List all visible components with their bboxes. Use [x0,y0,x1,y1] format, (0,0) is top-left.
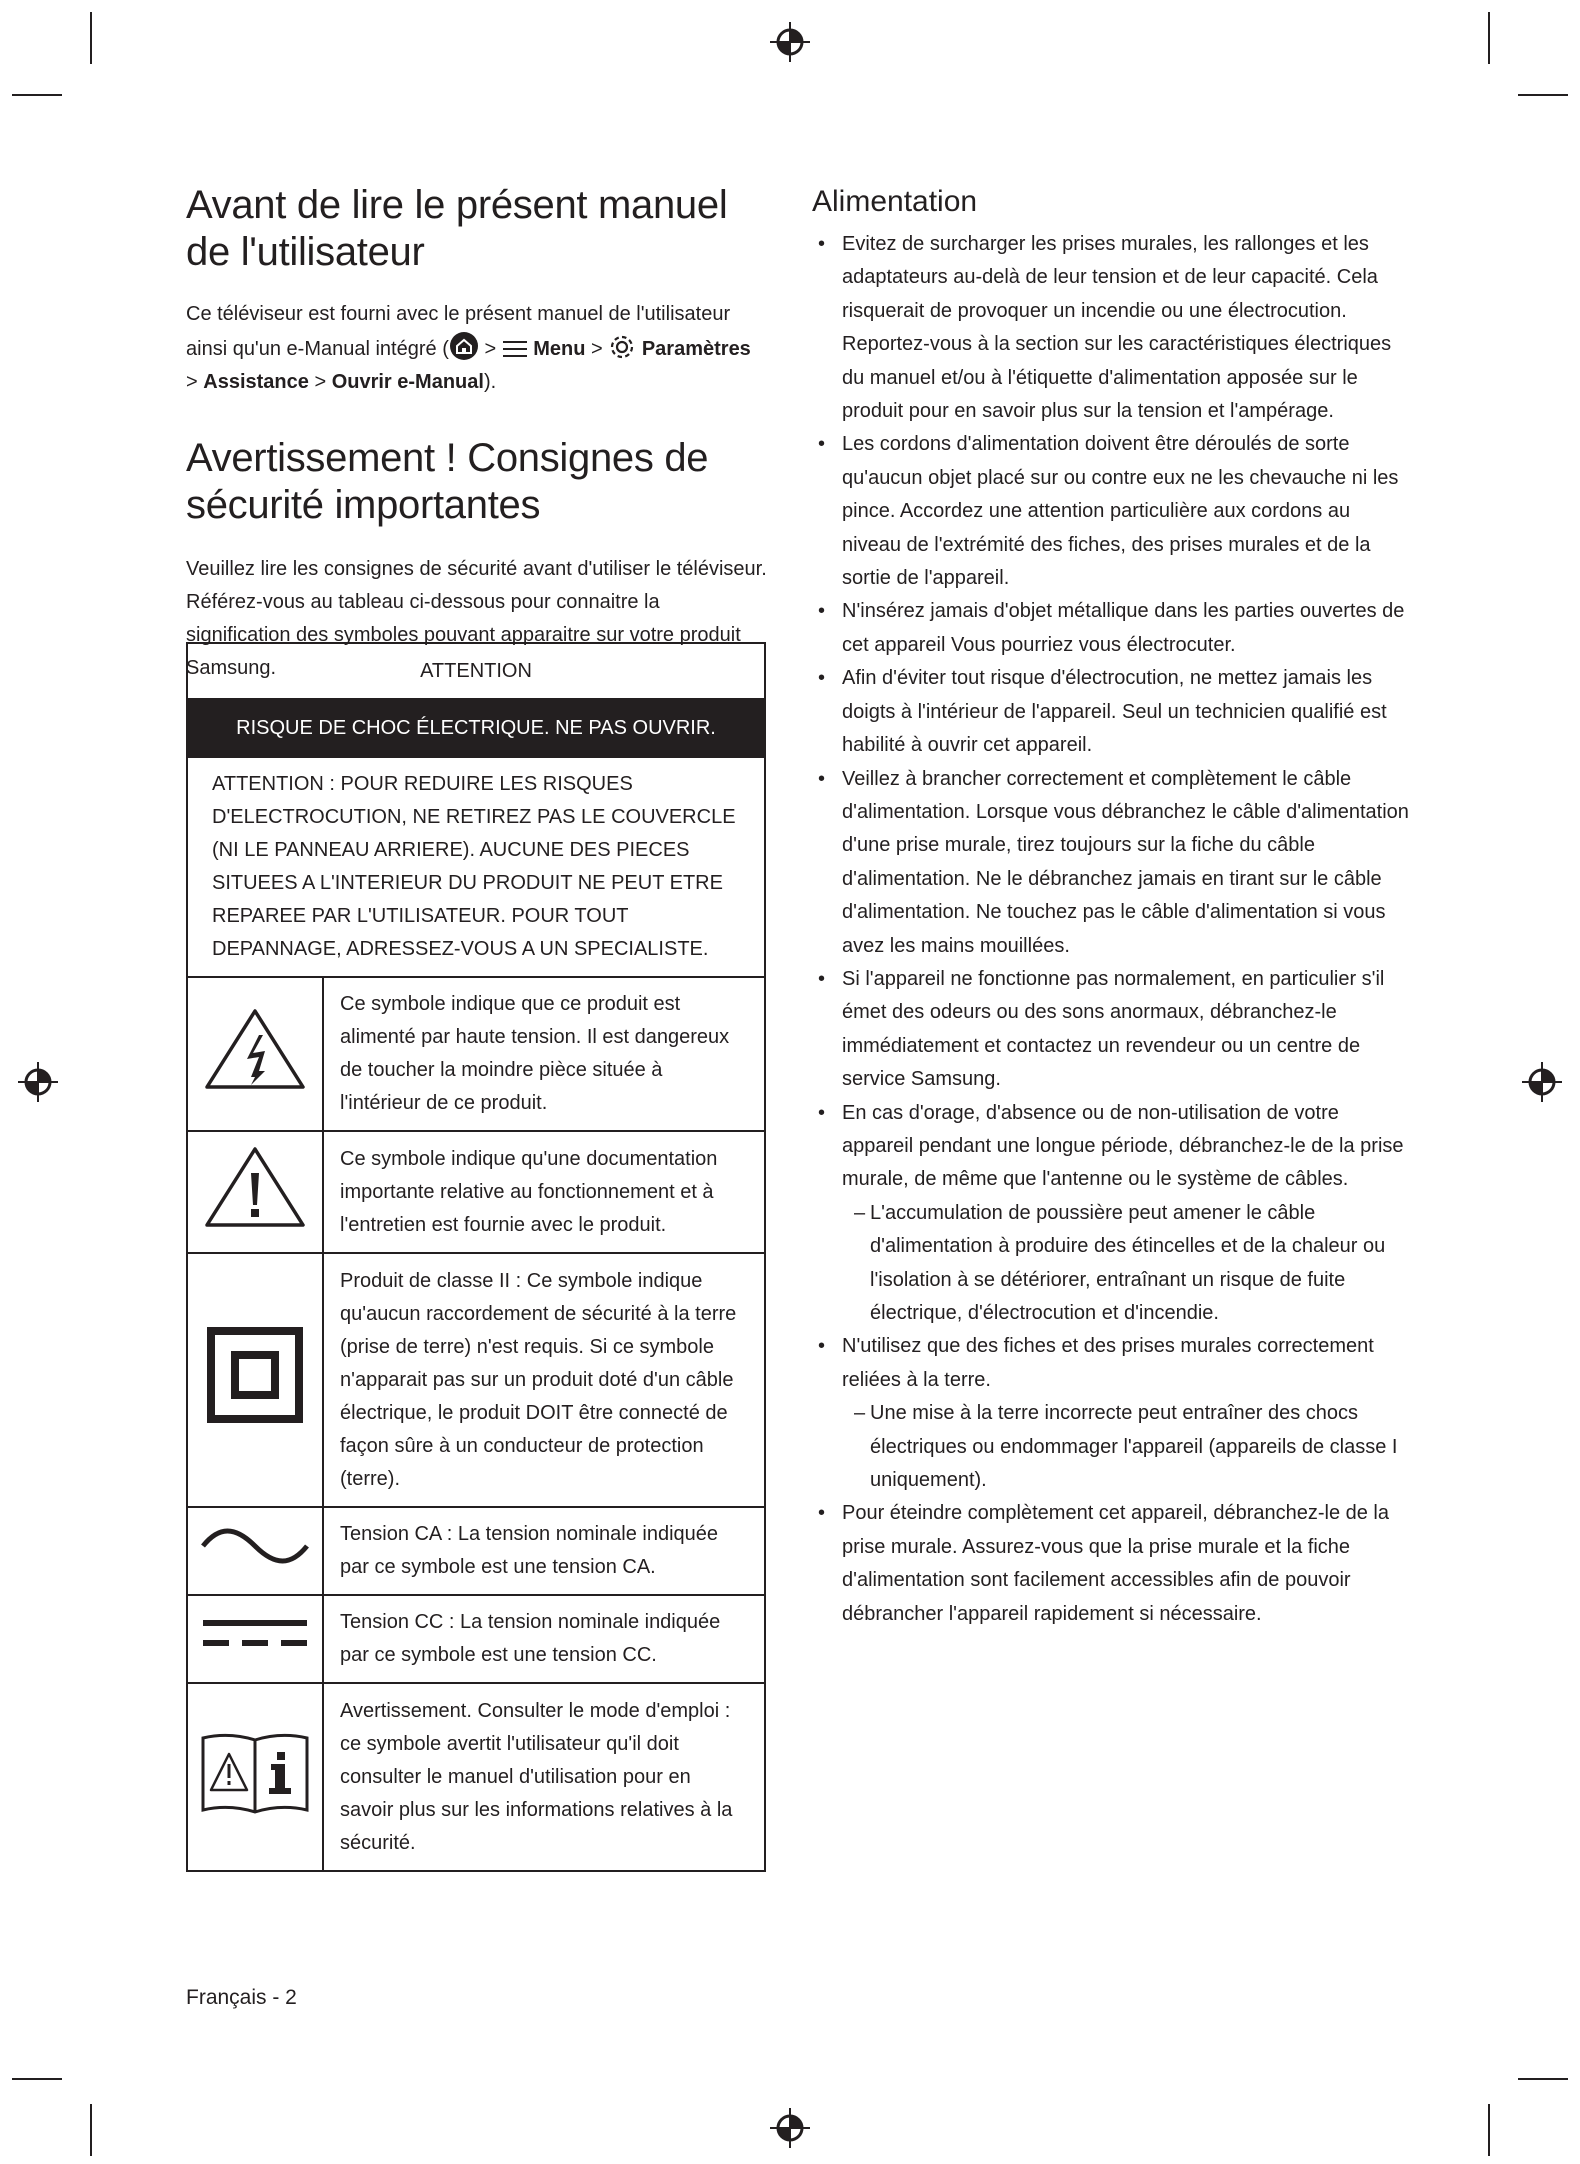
table-icon-cell [187,1595,323,1683]
nav-menu: Menu [533,338,586,360]
registration-mark-icon [16,1060,60,1104]
safety-symbols-table [186,642,766,1872]
class-ii-double-square-icon [207,1327,303,1423]
table-row [187,1131,765,1253]
list-item [812,1097,1412,1331]
nav-assistance: Assistance [203,371,309,393]
crop-mark [12,2078,62,2080]
section-title-power: Alimentation [812,185,978,218]
table-row-text: Tension CA : La tension nominale indiquée par ce symbole est une tension CA. [323,1507,765,1595]
section-title-before-reading: Avant de lire le présent manuel de l'utilisateur [186,183,728,274]
table-icon-cell [187,1253,323,1507]
list-item-text: Pour éteindre complètement cet appareil, débranchez-le de la prise murale. Assurez-vous que la prise murale et la fiche d'alimentation sont facilement accessibles afin de pouvoir débrancher l'appareil rapidement si nécessaire. [842,1502,1389,1625]
nav-separator: > [591,338,603,360]
home-icon [449,331,479,361]
table-warning-text: ATTENTION : POUR REDUIRE LES RISQUES D'ELECTROCUTION, NE RETIREZ PAS LE COUVERCLE (NI LE PANNEAU ARRIERE). AUCUNE DES PIECES SITUEES A L'INTERIEUR DU PRODUIT NE PEUT ETRE REPAREE PAR L'UTILISATEUR. POUR TOUT DEPANNAGE, ADRESSEZ-VOUS A UN SPECIALISTE. [187,757,765,977]
table-row [187,977,765,1131]
power-safety-list [812,228,1412,1631]
safety-intro: Veuillez lire les consignes de sécurité avant d'utiliser le téléviseur. Référez-vous au tableau ci-dessous pour connaitre la signification des symboles pouvant apparaitre sur votre produit Samsung. [186,558,767,679]
crop-mark [90,2104,92,2156]
table-row-text: Ce symbole indique qu'une documentation importante relative au fonctionnement et à l'entretien est fournie avec le produit. [323,1131,765,1253]
registration-mark-icon [1520,1060,1564,1104]
nav-separator: > [314,371,327,393]
table-row [187,1595,765,1683]
gear-icon [608,333,636,361]
dc-voltage-icon [199,1612,311,1656]
left-column [186,182,768,685]
list-item [812,228,1412,428]
table-row-text: Produit de classe II : Ce symbole indique qu'aucun raccordement de sécurité à la terre (prise de terre) n'est requis. Si ce symbole n'apparait pas sur un produit doté d'un câble électrique, le produit DOIT être connecté de façon sûre à un conducteur de protection (terre). [323,1253,765,1507]
section-title-safety: Avertissement ! Consignes de sécurité importantes [186,436,709,527]
menu-icon [502,337,528,361]
list-item-text: Si l'appareil ne fonctionne pas normalement, en particulier s'il émet des odeurs ou des sons anormaux, débranchez-le immédiatement et contactez un revendeur ou un centre de service Samsung. [842,967,1385,1091]
sub-item: – L'accumulation de poussière peut amener le câble d'alimentation à produire des étincelles et de la chaleur ou l'isolation à se détériorer, entraînant un risque de fuite électrique, d'électrocution et d'incendie. [854,1201,1386,1324]
list-item [812,963,1412,1097]
crop-mark [1488,12,1490,64]
table-row [187,1507,765,1595]
list-item-text: En cas d'orage, d'absence ou de non-utilisation de votre appareil pendant une longue période, débranchez-le de la prise murale, de même que l'antenne ou le système de câbles. [842,1101,1404,1191]
nav-separator: > [186,371,198,393]
registration-mark-icon [768,2106,812,2150]
table-header: ATTENTION [187,643,765,699]
table-icon-cell [187,1683,323,1871]
registration-mark-icon [768,20,812,64]
list-item-text: N'utilisez que des fiches et des prises murales correctement reliées à la terre. [842,1335,1374,1391]
list-item [812,1497,1412,1631]
manual-warning-icon [199,1730,311,1814]
list-item-text: Les cordons d'alimentation doivent être déroulés de sorte qu'aucun objet placé sur ou contre eux ne les chevauche ni les pince. Accordez une attention particulière aux cordons au niveau de l'extrémité des fiches, des prises murales et de la sortie de l'appareil. [842,433,1399,590]
list-item-text: Evitez de surcharger les prises murales, les rallonges et les adaptateurs au-delà de leur tension et de leur capacité. Cela risquerait de provoquer un incendie ou une électrocution. Reportez-vous à la section sur les caractéristiques électriques du manuel et/ou à l'étiquette d'alimentation apposée sur le produit pour en savoir plus sur la tension et l'ampérage. [842,233,1392,423]
crop-mark [1518,94,1568,96]
list-item-text: Veillez à brancher correctement et complètement le câble d'alimentation. Lorsque vous débranchez le câble d'alimentation d'une prise murale, tirez toujours sur la fiche du câble d'alimentation. Ne le débranchez jamais en tirant sur le câble d'alimentation. Ne touchez pas le câble d'alimentation si vous avez les mains mouillées. [842,767,1409,957]
table-row-text: Avertissement. Consulter le mode d'emploi : ce symbole avertit l'utilisateur qu'il doit consulter le manuel d'utilisation pour en savoir plus sur les informations relatives à la sécurité. [323,1683,765,1871]
nav-open-emanual: Ouvrir e-Manual [331,371,484,393]
crop-mark [1518,2078,1568,2080]
intro-end: ). [483,371,497,393]
list-item-text: N'insérez jamais d'objet métallique dans les parties ouvertes de cet appareil Vous pourriez vous électrocuter. [842,600,1405,656]
table-row-text: Tension CC : La tension nominale indiquée par ce symbole est une tension CC. [323,1595,765,1683]
nav-settings: Paramètres [641,338,751,360]
page-footer: Français - 2 [186,1986,297,2009]
sub-item-text: L'accumulation de poussière peut amener le câble d'alimentation à produire des étincelles et de la chaleur ou l'isolation à se détériorer, entraînant un risque de fuite électrique, d'électrocution et d'incendie. [870,1201,1386,1324]
list-item [812,595,1412,662]
table-row [187,1253,765,1507]
high-voltage-icon [203,1007,307,1091]
table-row-text: Ce symbole indique que ce produit est alimenté par haute tension. Il est dangereux de toucher la moindre pièce située à l'intérieur de ce produit. [323,977,765,1131]
list-item [812,763,1412,963]
crop-mark [90,12,92,64]
sub-item-text: Une mise à la terre incorrecte peut entraîner des chocs électriques ou endommager l'appareil (appareils de classe I uniquement). [870,1402,1398,1492]
nav-separator: > [484,338,497,360]
ac-voltage-icon [199,1524,311,1568]
exclamation-triangle-icon [203,1145,307,1229]
table-row [187,1683,765,1871]
intro-paragraph [186,298,768,399]
table-risk-banner: RISQUE DE CHOC ÉLECTRIQUE. NE PAS OUVRIR. [187,699,765,757]
crop-mark [12,94,62,96]
crop-mark [1488,2104,1490,2156]
intro-text: Ce téléviseur est fourni avec le présent manuel de l'utilisateur ainsi qu'un e-Manual intégré ( [186,303,731,360]
list-item [812,1330,1412,1497]
sub-item: – Une mise à la terre incorrecte peut entraîner des chocs électriques ou endommager l'appareil (appareils de classe I uniquement). [854,1402,1398,1492]
list-item-text: Afin d'éviter tout risque d'électrocution, ne mettez jamais les doigts à l'intérieur de l'appareil. Seul un technicien qualifié est habilité à ouvrir cet appareil. [842,667,1387,757]
list-item [812,662,1412,762]
table-icon-cell [187,977,323,1131]
right-column [812,182,1412,1631]
table-icon-cell [187,1507,323,1595]
table-icon-cell [187,1131,323,1253]
list-item [812,428,1412,595]
